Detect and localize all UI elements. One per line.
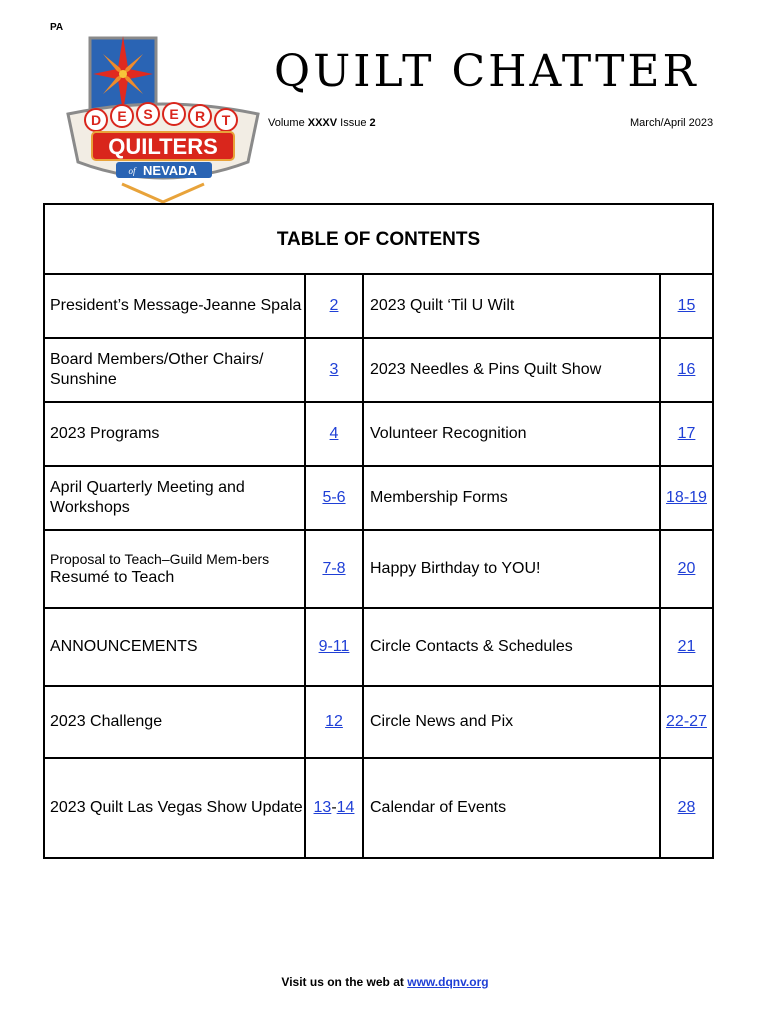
page-link[interactable]: 21 <box>677 638 696 655</box>
table-row <box>45 403 712 467</box>
table-row <box>45 531 712 609</box>
page-range-dash: - <box>331 799 337 816</box>
toc-entry: Volunteer Recognition <box>370 425 527 442</box>
toc-header <box>45 205 712 275</box>
page-link[interactable]: 3 <box>329 361 339 378</box>
page-link[interactable]: 9-11 <box>318 638 350 655</box>
logo-letter: T <box>221 112 231 128</box>
footer <box>0 975 770 989</box>
desert-quilters-logo <box>62 34 264 204</box>
volume-issue: Volume XXXV Issue 2 <box>268 117 376 129</box>
toc-entry: Membership Forms <box>370 489 508 506</box>
toc-entry: 2023 Quilt Las Vegas Show Update <box>50 799 303 816</box>
page-link[interactable]: 17 <box>677 425 696 442</box>
toc-entry: Circle News and Pix <box>370 713 514 730</box>
toc-entry: ANNOUNCEMENTS <box>50 638 198 655</box>
page-link[interactable]: 16 <box>677 361 696 378</box>
page-link[interactable]: 4 <box>329 425 339 442</box>
toc-entry: Happy Birthday to YOU! <box>370 560 541 577</box>
page-link[interactable]: 2 <box>329 297 339 314</box>
toc-entry: 2023 Challenge <box>50 713 163 730</box>
toc-entry: President’s Message-Jeanne Spala <box>50 297 302 314</box>
toc-entry: April Quarterly Meeting and Workshops <box>50 479 245 516</box>
table-row <box>45 609 712 687</box>
newsletter-title: QUILT CHATTER <box>274 46 699 97</box>
toc-entry: 2023 Programs <box>50 425 160 442</box>
page-link[interactable]: 14 <box>336 799 355 816</box>
footer-text: Visit us on the web at <box>281 975 408 989</box>
toc-entry: 2023 Quilt ‘Til U Wilt <box>370 297 515 314</box>
svg-text:NEVADA: NEVADA <box>143 163 197 178</box>
logo-letter: D <box>90 112 102 128</box>
table-row <box>45 759 712 857</box>
page-link[interactable]: 18-19 <box>666 489 707 506</box>
website-link[interactable]: www.dqnv.org <box>407 975 489 989</box>
page-link[interactable]: 7-8 <box>322 560 346 577</box>
page-link[interactable]: 15 <box>677 297 696 314</box>
issue-date: March/April 2023 <box>630 117 714 129</box>
page-link[interactable]: 28 <box>677 799 696 816</box>
logo-letter: E <box>169 106 179 122</box>
logo-letter: R <box>194 108 206 124</box>
table-row <box>45 687 712 759</box>
toc-entry-line: Resumé to Teach <box>50 568 175 586</box>
table-of-contents <box>43 203 714 859</box>
toc-entry <box>45 531 304 607</box>
toc-entry: Board Members/Other Chairs/ Sunshine <box>50 351 264 388</box>
toc-entry: 2023 Needles & Pins Quilt Show <box>370 361 602 378</box>
table-row <box>45 275 712 339</box>
page-link[interactable]: 5-6 <box>322 489 346 506</box>
svg-text:QUILTERS: QUILTERS <box>108 134 218 159</box>
logo-letter: S <box>143 106 153 122</box>
page-link[interactable]: 12 <box>325 713 343 730</box>
page-link[interactable]: 13 <box>313 799 332 816</box>
svg-text:of: of <box>128 166 136 176</box>
toc-heading: TABLE OF CONTENTS <box>276 229 481 250</box>
toc-entry: Circle Contacts & Schedules <box>370 638 573 655</box>
table-row <box>45 339 712 403</box>
page-link[interactable]: 22-27 <box>666 713 707 730</box>
corner-label: PA <box>50 22 64 33</box>
page-link[interactable]: 20 <box>677 560 696 577</box>
logo-letter: E <box>117 108 127 124</box>
table-row <box>45 467 712 531</box>
toc-entry: Calendar of Events <box>370 799 507 816</box>
toc-entry-line: Proposal to Teach–Guild Mem-bers <box>50 550 270 567</box>
